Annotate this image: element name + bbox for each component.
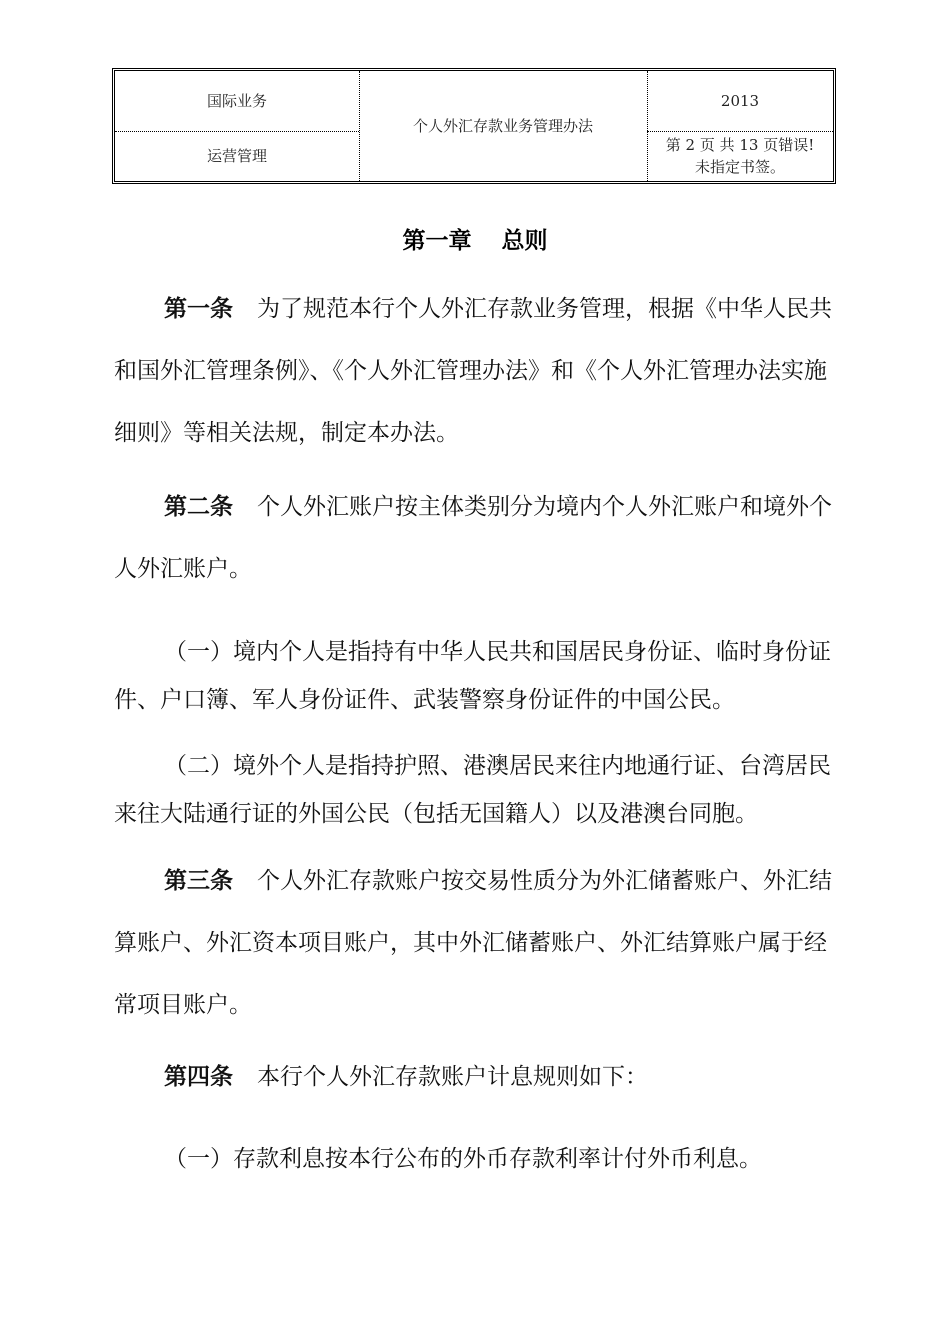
header-page-info-cell [647, 131, 833, 181]
article-1 [114, 278, 838, 464]
header-page-error: 未指定书签。 [694, 158, 785, 176]
article-text: 为了规范本行个人外汇存款业务管理，根据《中华人民共和国外汇管理条例》、《个人外汇管理办法》和《个人外汇管理办法实施细则》等相关法规，制定本办法。 [114, 296, 832, 446]
article-label: 第三条 [164, 868, 233, 894]
article-2 [114, 476, 838, 600]
header-dept: 国际业务 [206, 92, 267, 110]
article-text: 个人外汇存款账户按交易性质分为外汇储蓄账户、外汇结算账户、外汇资本项目账户，其中外汇储蓄账户、外汇结算账户属于经常项目账户。 [114, 868, 832, 1018]
article-4-item-1 [114, 1128, 838, 1190]
article-text: （一）境内个人是指持有中华人民共和国居民身份证、临时身份证件、户口簿、军人身份证件、武装警察身份证件的中国公民。 [114, 639, 831, 713]
header-year: 2013 [720, 92, 760, 110]
header-page-info: 第 2 页 共 13 页错误! [665, 136, 815, 154]
header-table [112, 68, 836, 184]
article-2-item-1 [114, 628, 838, 724]
article-2-item-2 [114, 742, 838, 838]
chapter-name: 总则 [501, 228, 548, 254]
article-3 [114, 850, 838, 1036]
article-4 [114, 1046, 838, 1108]
article-label: 第一条 [164, 296, 233, 322]
article-text: （一）存款利息按本行公布的外币存款利率计付外币利息。 [164, 1146, 762, 1172]
chapter-number: 第一章 [402, 228, 472, 254]
article-text: 本行个人外汇存款账户计息规则如下： [257, 1064, 648, 1090]
article-label: 第二条 [164, 494, 233, 520]
article-label: 第四条 [164, 1064, 233, 1090]
chapter-title [0, 222, 950, 255]
article-text: 个人外汇账户按主体类别分为境内个人外汇账户和境外个人外汇账户。 [114, 494, 832, 582]
header-title: 个人外汇存款业务管理办法 [412, 117, 593, 135]
header-category: 运营管理 [206, 147, 267, 165]
article-text: （二）境外个人是指持护照、港澳居民来往内地通行证、台湾居民来往大陆通行证的外国公民（包括无国籍人）以及港澳台同胞。 [114, 753, 831, 827]
